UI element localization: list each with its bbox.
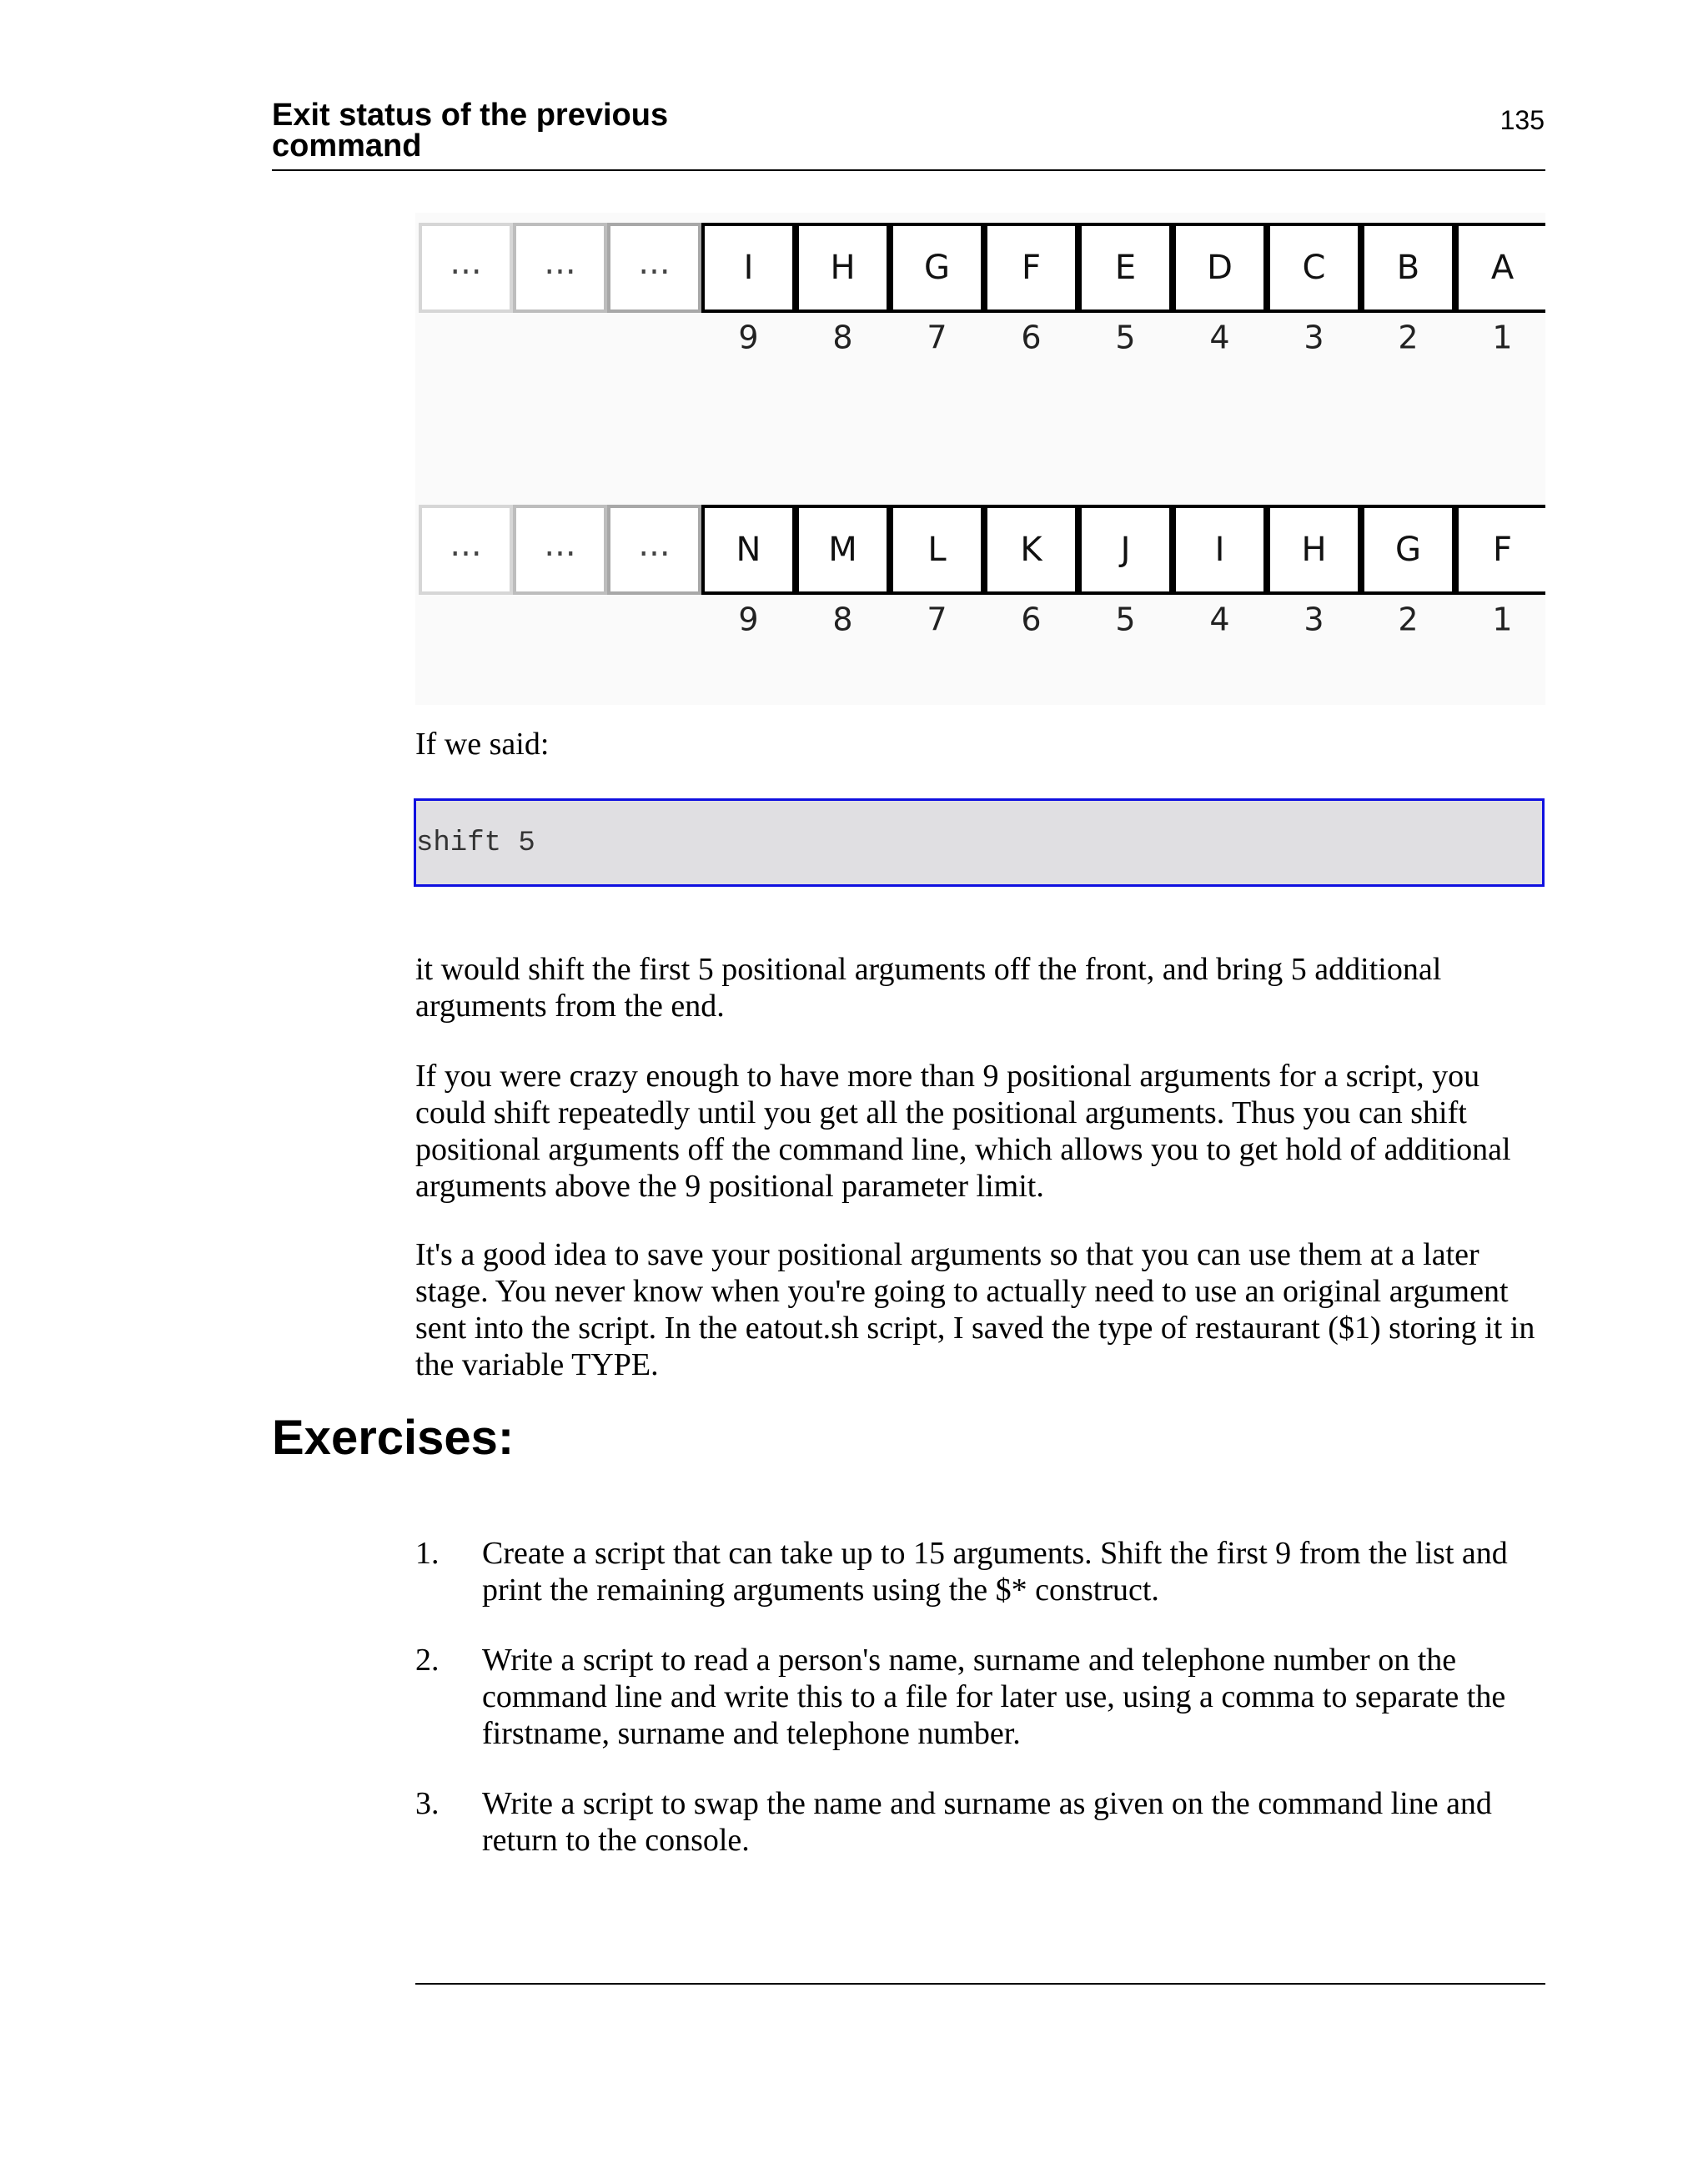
page-number: 135	[1500, 105, 1545, 135]
position-index-label: 2	[1398, 601, 1419, 638]
code-text: shift 5	[416, 828, 535, 859]
position-index-label: 7	[927, 601, 947, 638]
position-index-label: 8	[832, 319, 853, 356]
argument-label: D	[1207, 249, 1233, 287]
argument-label: F	[1021, 249, 1042, 287]
position-index-label: 4	[1209, 601, 1230, 638]
ellipsis-label: ...	[638, 526, 671, 564]
argument-label: E	[1114, 249, 1137, 287]
ellipsis-label: ...	[450, 526, 482, 564]
exercise-text: Write a script to read a person's name, surname and telephone number on the command line and write this to a file for later use, using a comma to separate the firstname, surname and telephone number.	[482, 1643, 1506, 1751]
position-index-label: 4	[1209, 319, 1230, 356]
exercise-number: 3.	[415, 1786, 440, 1821]
paragraph-repeated-shift: If you were crazy enough to have more than 9 positional arguments for a script, you could shift repeatedly until you get all the positional arguments. Thus you can shift positional arguments off the command line, which allows you to get hold of additional arguments above the 9 positional parameter limit.	[415, 1059, 1511, 1204]
position-index-label: 1	[1492, 319, 1513, 356]
position-index-label: 7	[927, 319, 947, 356]
position-index-label: 5	[1115, 319, 1136, 356]
position-index-label: 2	[1398, 319, 1419, 356]
position-index-label: 5	[1115, 601, 1136, 638]
argument-label: B	[1396, 249, 1420, 287]
exercise-number: 2.	[415, 1643, 440, 1678]
argument-label: G	[1395, 531, 1421, 569]
argument-label: I	[743, 249, 754, 287]
position-index-label: 9	[738, 319, 759, 356]
argument-label: F	[1492, 531, 1513, 569]
position-index-label: 6	[1021, 319, 1042, 356]
argument-label: I	[1214, 531, 1225, 569]
header-divider	[272, 169, 1545, 171]
argument-label: L	[927, 531, 947, 569]
shift-diagram	[415, 213, 1545, 705]
exercises-heading: Exercises:	[272, 1411, 515, 1465]
argument-label: G	[924, 249, 950, 287]
ellipsis-label: ...	[638, 244, 671, 282]
footer-divider	[415, 1983, 1545, 1985]
shift-row-1	[420, 224, 1545, 356]
position-index-label: 3	[1304, 601, 1324, 638]
intro-text: If we said:	[415, 727, 550, 762]
exercise-number: 1.	[415, 1536, 440, 1571]
shift-row-2	[420, 506, 1545, 638]
argument-label: J	[1120, 531, 1131, 569]
position-index-label: 8	[832, 601, 853, 638]
ellipsis-label: ...	[450, 244, 482, 282]
argument-label: H	[1301, 531, 1327, 569]
paragraph-save-arguments: It's a good idea to save your positional arguments so that you can use them at a later stage. You never know when you're going to actually need to use an original argument sent into the script. In the eatout.sh script, I saved the type of restaurant ($1) storing it in the variable TYPE.	[415, 1237, 1535, 1382]
ellipsis-label: ...	[544, 244, 576, 282]
shift-diagram-svg	[415, 213, 1545, 705]
position-index-label: 1	[1492, 601, 1513, 638]
code-block	[414, 798, 1545, 887]
position-index-label: 9	[738, 601, 759, 638]
argument-label: N	[736, 531, 761, 569]
exercise-text: Create a script that can take up to 15 arguments. Shift the first 9 from the list and print the remaining arguments using the $* construct.	[482, 1536, 1508, 1608]
position-index-label: 3	[1304, 319, 1324, 356]
ellipsis-label: ...	[544, 526, 576, 564]
exercise-text: Write a script to swap the name and surname as given on the command line and return to the console.	[482, 1786, 1492, 1858]
argument-label: K	[1020, 531, 1042, 569]
argument-label: H	[830, 249, 856, 287]
paragraph-shift-result: it would shift the first 5 positional arguments off the front, and bring 5 additional arguments from the end.	[415, 952, 1442, 1024]
argument-label: A	[1490, 249, 1515, 287]
running-header-title: Exit status of the previous command	[272, 98, 669, 164]
argument-label: C	[1302, 249, 1326, 287]
argument-label: M	[828, 531, 857, 569]
position-index-label: 6	[1021, 601, 1042, 638]
